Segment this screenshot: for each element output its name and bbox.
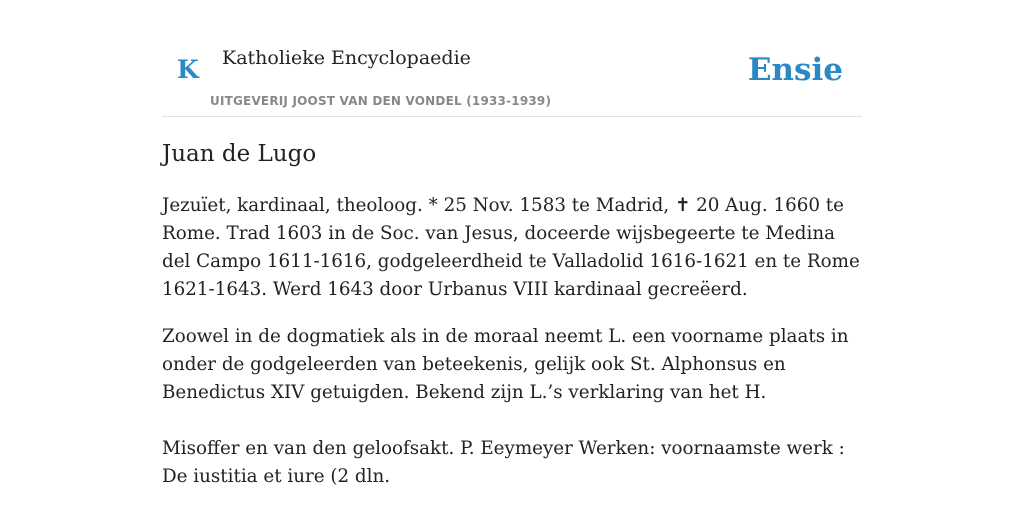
article-paragraph: Zoowel in de dogmatiek als in de moraal neemt L. een voorname plaats in onder de godgeleerden van beteekenis, gelijk ook St. Alphonsus en Benedictus XIV getuigden. Bekend zijn L.’s verklaring van het H. bbox=[162, 326, 849, 403]
article-paragraph: Misoffer en van den geloofsakt. P. Eeymeyer Werken: voornaamste werk : De iustitia et iure (2 dln. bbox=[162, 438, 845, 487]
article-title: Juan de Lugo bbox=[162, 141, 317, 167]
publication-subtitle: UITGEVERIJ JOOST VAN DEN VONDEL (1933-1939) bbox=[210, 94, 552, 108]
site-header bbox=[162, 0, 862, 117]
article-paragraph: Jezuïet, kardinaal, theoloog. * 25 Nov. 1583 te Madrid, ✝ 20 Aug. 1660 te Rome. Trad 1603 in de Soc. van Jesus, doceerde wijsbegeerte te Medina del Campo 1611-1616, godgeleerdheid te Valladolid 1616-1621 en te Rome 1621-1643. Werd 1643 door Urbanus VIII kardinaal gecreëerd. bbox=[162, 195, 860, 300]
publication-title[interactable]: Katholieke Encyclopaedie bbox=[222, 47, 471, 69]
ensie-logo-link[interactable]: Ensie bbox=[747, 52, 843, 88]
logo-k-icon[interactable]: K bbox=[177, 55, 199, 84]
